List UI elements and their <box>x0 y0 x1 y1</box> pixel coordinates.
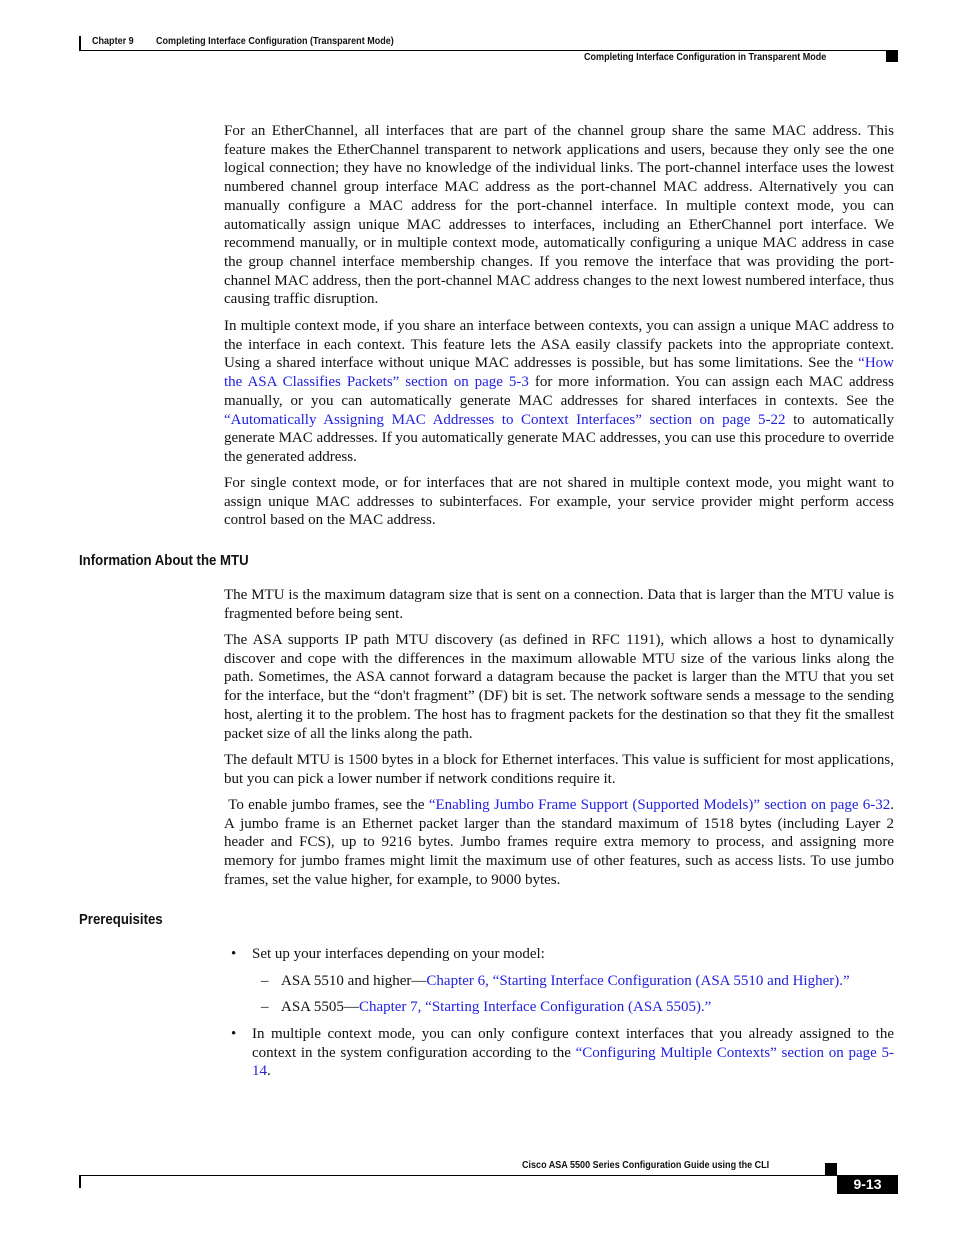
text: to automatically generate MAC addresses. If you automatically generate MAC addresses, you can use this procedure to override the generated address. <box>224 411 894 465</box>
bullet-multiple-context <box>252 1025 894 1081</box>
link-classifies-packets[interactable]: “How the ASA Classifies Packets” section on page 5-3 <box>224 355 894 391</box>
link-chapter-7[interactable]: Chapter 7, “Starting Interface Configuration (ASA 5505).” <box>358 999 712 1015</box>
bullet-icon: • <box>231 946 237 962</box>
dash-icon: – <box>261 973 269 989</box>
heading-mtu: Information About the MTU <box>79 552 249 569</box>
bullet-icon: • <box>231 1026 237 1042</box>
footer-block <box>825 1163 837 1175</box>
text: . A jumbo frame is an Ethernet packet larger than the standard maximum of 1518 bytes (including Layer 2 header and FCS), up to 9216 bytes. Jumbo frames require extra memory to process, and assigning more memory for jumbo frames might limit the maximum use of other features, such as access lists. To use jumbo frames, set the value higher, for example, to 9000 bytes. <box>224 797 898 888</box>
paragraph-default-mtu: The default MTU is 1500 bytes in a block for Ethernet interfaces. This value is sufficient for most applications, but you can pick a lower number if network conditions require it. <box>224 752 894 787</box>
sub-item-5510 <box>281 972 901 991</box>
header-section-title: Completing Interface Configuration in Transparent Mode <box>584 51 827 63</box>
text: . <box>267 1063 271 1080</box>
text: for more information. You can assign each MAC address manually, or you can automatically generate MAC addresses for shared interfaces in contexts. See the <box>224 374 894 409</box>
paragraph-single-context: For single context mode, or for interfaces that are not shared in multiple context mode, you might want to assign unique MAC addresses to subinterfaces. For example, your service provider might perform access control based on the MAC address. <box>224 475 894 529</box>
paragraph-jumbo <box>224 796 898 890</box>
text: In multiple context mode, you can only configure context interfaces that you already assigned to the context in the system configuration according to the <box>252 1026 894 1061</box>
page-number <box>837 1175 898 1194</box>
sub-item-5505 <box>281 998 901 1017</box>
footer-left-bar <box>79 1175 81 1188</box>
footer-rule <box>79 1175 898 1176</box>
link-auto-mac[interactable]: “Automatically Assigning MAC Addresses to Context Interfaces” section on page 5-22 <box>224 411 786 428</box>
heading-prerequisites: Prerequisites <box>79 911 163 928</box>
footer-guide-title: Cisco ASA 5500 Series Configuration Guide using the CLI <box>522 1159 770 1171</box>
dash-icon: – <box>261 999 269 1015</box>
link-configuring-contexts[interactable]: “Configuring Multiple Contexts” section on page 5-14 <box>252 1044 894 1080</box>
text: ASA 5510 and higher— <box>281 973 427 989</box>
link-chapter-6[interactable]: Chapter 6, “Starting Interface Configuration (ASA 5510 and Higher).” <box>426 973 850 989</box>
header-left-bar <box>79 36 81 51</box>
paragraph-multiple-context <box>224 317 894 467</box>
link-jumbo-frame[interactable]: “Enabling Jumbo Frame Support (Supported Models)” section on page 6-32 <box>428 797 891 813</box>
page-number-text: 9-13 <box>853 1176 882 1192</box>
paragraph-path-mtu: The ASA supports IP path MTU discovery (as defined in RFC 1191), which allows a host to dynamically discover and cope with the differences in the maximum allowable MTU size of the various links along the path. Sometimes, the ASA cannot forward a datagram because the packet is larger than the MTU that you set for the interface, but the “don't fragment” (DF) bit is set. The network software sends a message to the sending host, alerting it to the problem. The host has to fragment packets for the destination so that they fit the smallest packet size of all the links along the path. <box>224 632 894 742</box>
header-block <box>886 51 898 62</box>
bullet-setup: Set up your interfaces depending on your model: <box>252 946 545 962</box>
text: To enable jumbo frames, see the <box>224 797 429 813</box>
header-chapter: Chapter 9 <box>92 35 134 47</box>
paragraph-etherchannel: For an EtherChannel, all interfaces that are part of the channel group share the same MAC address. This feature makes the EtherChannel transparent to network applications and users, because they only see the one logical connection; they have no knowledge of the individual links. The port-channel interface uses the lowest numbered channel group interface MAC address as the port-channel MAC address. Alternatively you can manually configure a MAC address for the port-channel interface. In multiple context mode, you can automatically assign unique MAC addresses to interfaces, including an EtherChannel port interface. We recommend manually, or in multiple context mode, automatically configuring a unique MAC address in case the group channel interface membership changes. If you remove the interface that was providing the port-channel MAC address, then the port-channel MAC address changes to the next lowest numbered interface, thus causing traffic disruption. <box>224 123 894 308</box>
text: In multiple context mode, if you share an interface between contexts, you can assign a unique MAC address to the interface in each context. This feature lets the ASA easily classify packets into the appropriate context. Using a shared interface without unique MAC addresses is possible, but has some limitations. See the <box>224 318 894 372</box>
paragraph-mtu-def: The MTU is the maximum datagram size that is sent on a connection. Data that is larger than the MTU value is fragmented before being sent. <box>224 587 894 622</box>
text: ASA 5505— <box>281 999 359 1015</box>
header-chapter-title: Completing Interface Configuration (Transparent Mode) <box>156 35 394 47</box>
